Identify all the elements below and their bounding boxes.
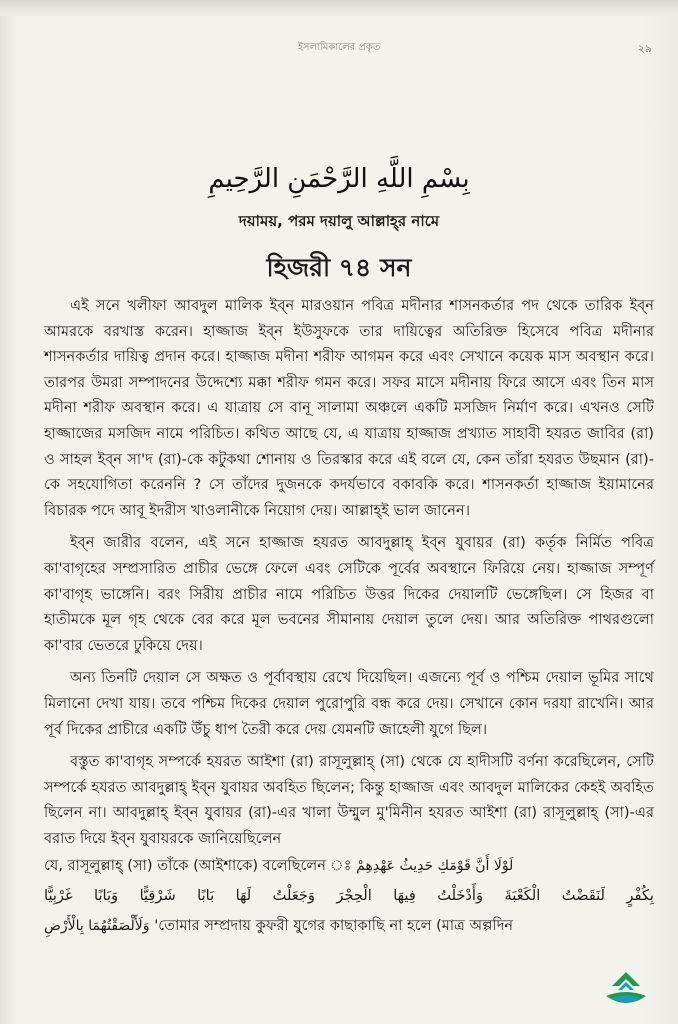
page-number: ২৯ <box>637 42 652 55</box>
body-text <box>44 293 654 941</box>
paragraph: বস্তুত কা'বাগৃহ সম্পর্কে হযরত আইশা (রা) রাসূলুল্লাহ্‌ (সা) থেকে যে হাদীসটি বর্ণনা করেছিলেন, সেটি সম্পর্কে হযরত আবদুল্লাহ্‌ ইব্‌ন যুবায়র অবহিত ছিলেন; কিন্তু হাজ্জাজ এবং আবদুল মালিকের কেহই অবহিত ছিলেন না। আবদুল্লাহ্‌ ইব্‌ন যুবায়র (রা)-এর খালা উম্মুল মু'মিনীন হযরত আইশা (রা) রাসূলুল্লাহ্‌ (সা)-এর বরাত দিয়ে ইব্‌ন যুবায়রকে জানিয়েছিলেন <box>44 753 654 847</box>
paragraph: ইব্‌ন জারীর বলেন, এই সনে হাজ্জাজ হযরত আবদুল্লাহ্‌ ইব্‌ন যুবায়র (রা) কর্তৃক নির্মিত পবিত্র কা'বাগৃহের সম্প্রসারিত প্রাচীর ভেঙ্গে ফেলে এবং সেটিকে পূর্বের অবস্থানে ফিরিয়ে নেয়। হাজ্জাজ সম্পূর্ণ কা'বাগৃহ ভাঙ্গেনি। বরং সিরীয় প্রাচীর নামে পরিচিত উত্তর দিকের দেয়ালটি ভেঙ্গেছিল। সে হিজর বা হাতীমকে মূল গৃহ থেকে বের করে মূল ভবনের সীমানায় দেয়াল তুলে দেয়। আর অতিরিক্ত পাথরগুলো কা'বার ভেতরে ঢুকিয়ে দেয়। <box>44 534 654 654</box>
quote-arabic-start: لَوْلَا أَنَّ قَوْمَكِ حَدِيثُ عَهْدِهِمْ <box>356 858 514 875</box>
quote-line-3 <box>44 911 654 941</box>
paragraph: অন্য তিনটি দেয়াল সে অক্ষত ও পূর্বাবস্থায় রেখে দিয়েছিল। এজন্যে পূর্ব ও পশ্চিম দেয়াল ভূমির সাথে মিলানো দেখা যায়। তবে পশ্চিম দিকের দেয়াল পুরোপুরি বন্ধ করে দেয়। সেখানে কোন দরযা রাখেনি। আর পূর্ব দিকের প্রাচীরে একটি উঁচু ধাপ তৈরী করে দেয় যেমনটি জাহেলী যুগে ছিল। <box>44 669 654 738</box>
quote-bengali-translation: 'তোমার সম্প্রদায় কুফরী যুগের কাছাকাছি না হলে (মাত্র অল্পদিন <box>154 917 514 935</box>
bismillah-calligraphy: بِسْمِ اللَّهِ الرَّحْمَنِ الرَّحِيمِ <box>208 164 470 194</box>
chapter-title: হিজরী ৭৪ সন <box>266 253 412 282</box>
invocation-line: দয়াময়, পরম দয়ালু আল্লাহ্‌র নামে <box>238 212 440 230</box>
publisher-logo-icon <box>600 966 652 1014</box>
paragraph: এই সনে খলীফা আবদুল মালিক ইব্‌ন মারওয়ান পবিত্র মদীনার শাসনকর্তার পদ থেকে তারিক ইব্‌ন আমরকে বরখাস্ত করেন। হাজ্জাজ ইব্‌ন ইউসুফকে তার দায়িত্বের অতিরিক্ত হিসেবে পবিত্র মদীনার শাসনকর্তার দায়িত্ব প্রদান করে। হাজ্জাজ মদীনা শরীফ আগমন করে এবং সেখানে কয়েক মাস অবস্থান করে। তারপর উমরা সম্পাদনের উদ্দেশ্যে মক্কা শরীফ গমন করে। সফর মাসে মদীনায় ফিরে আসে এবং তিন মাস মদীনা শরীফ অবস্থান করে। এ যাত্রায় সে বানূ সালামা অঞ্চলে একটি মসজিদ নির্মাণ করে। এখনও সেটি হাজ্জাজের মসজিদ নামে পরিচিত। কথিত আছে যে, এ যাত্রায় হাজ্জাজ প্রখ্যাত সাহাবী হযরত জাবির (রা) ও সাহল ইব্‌ন সা'দ (রা)-কে কটুকথা শোনায় ও তিরস্কার করে এই বলে যে, কেন তাঁরা হযরত উছমান (রা)-কে সহযোগিতা করেননি ? সে তাঁদের দুজনকে কদর্যভাবে বকাবকি করে। শাসনকর্তা হাজ্জাজ ইয়ামানের বিচারক পদে আবূ ইদরীস খাওলানীকে নিয়োগ দেয়। আল্লাহ্‌ই ভাল জানেন। <box>44 297 654 519</box>
page-top-shadow <box>0 0 678 16</box>
quote-line-1 <box>44 851 654 881</box>
quote-bengali-intro: যে, রাসূলুল্লাহ্‌ (সা) তাঁকে (আইশাকে) বলেছিলেন ঃ <box>44 857 352 875</box>
running-head: ইসলামিকালের প্রকৃত <box>297 42 381 53</box>
quote-arabic-line: بِكُفْرٍ لَنَقَضْتُ الْكَعْبَةَ وَأَدْخَلْتُ فِيهَا الْحِجْرَ وَجَعَلْتُ لَهَا بَابًا شَرْقِيًّا وَبَابًا غَرْبِيًّا <box>44 887 654 905</box>
quote-arabic-end: وَلَأَلْصَقْتُهُمَا بِالْأَرْضِ <box>44 918 150 935</box>
